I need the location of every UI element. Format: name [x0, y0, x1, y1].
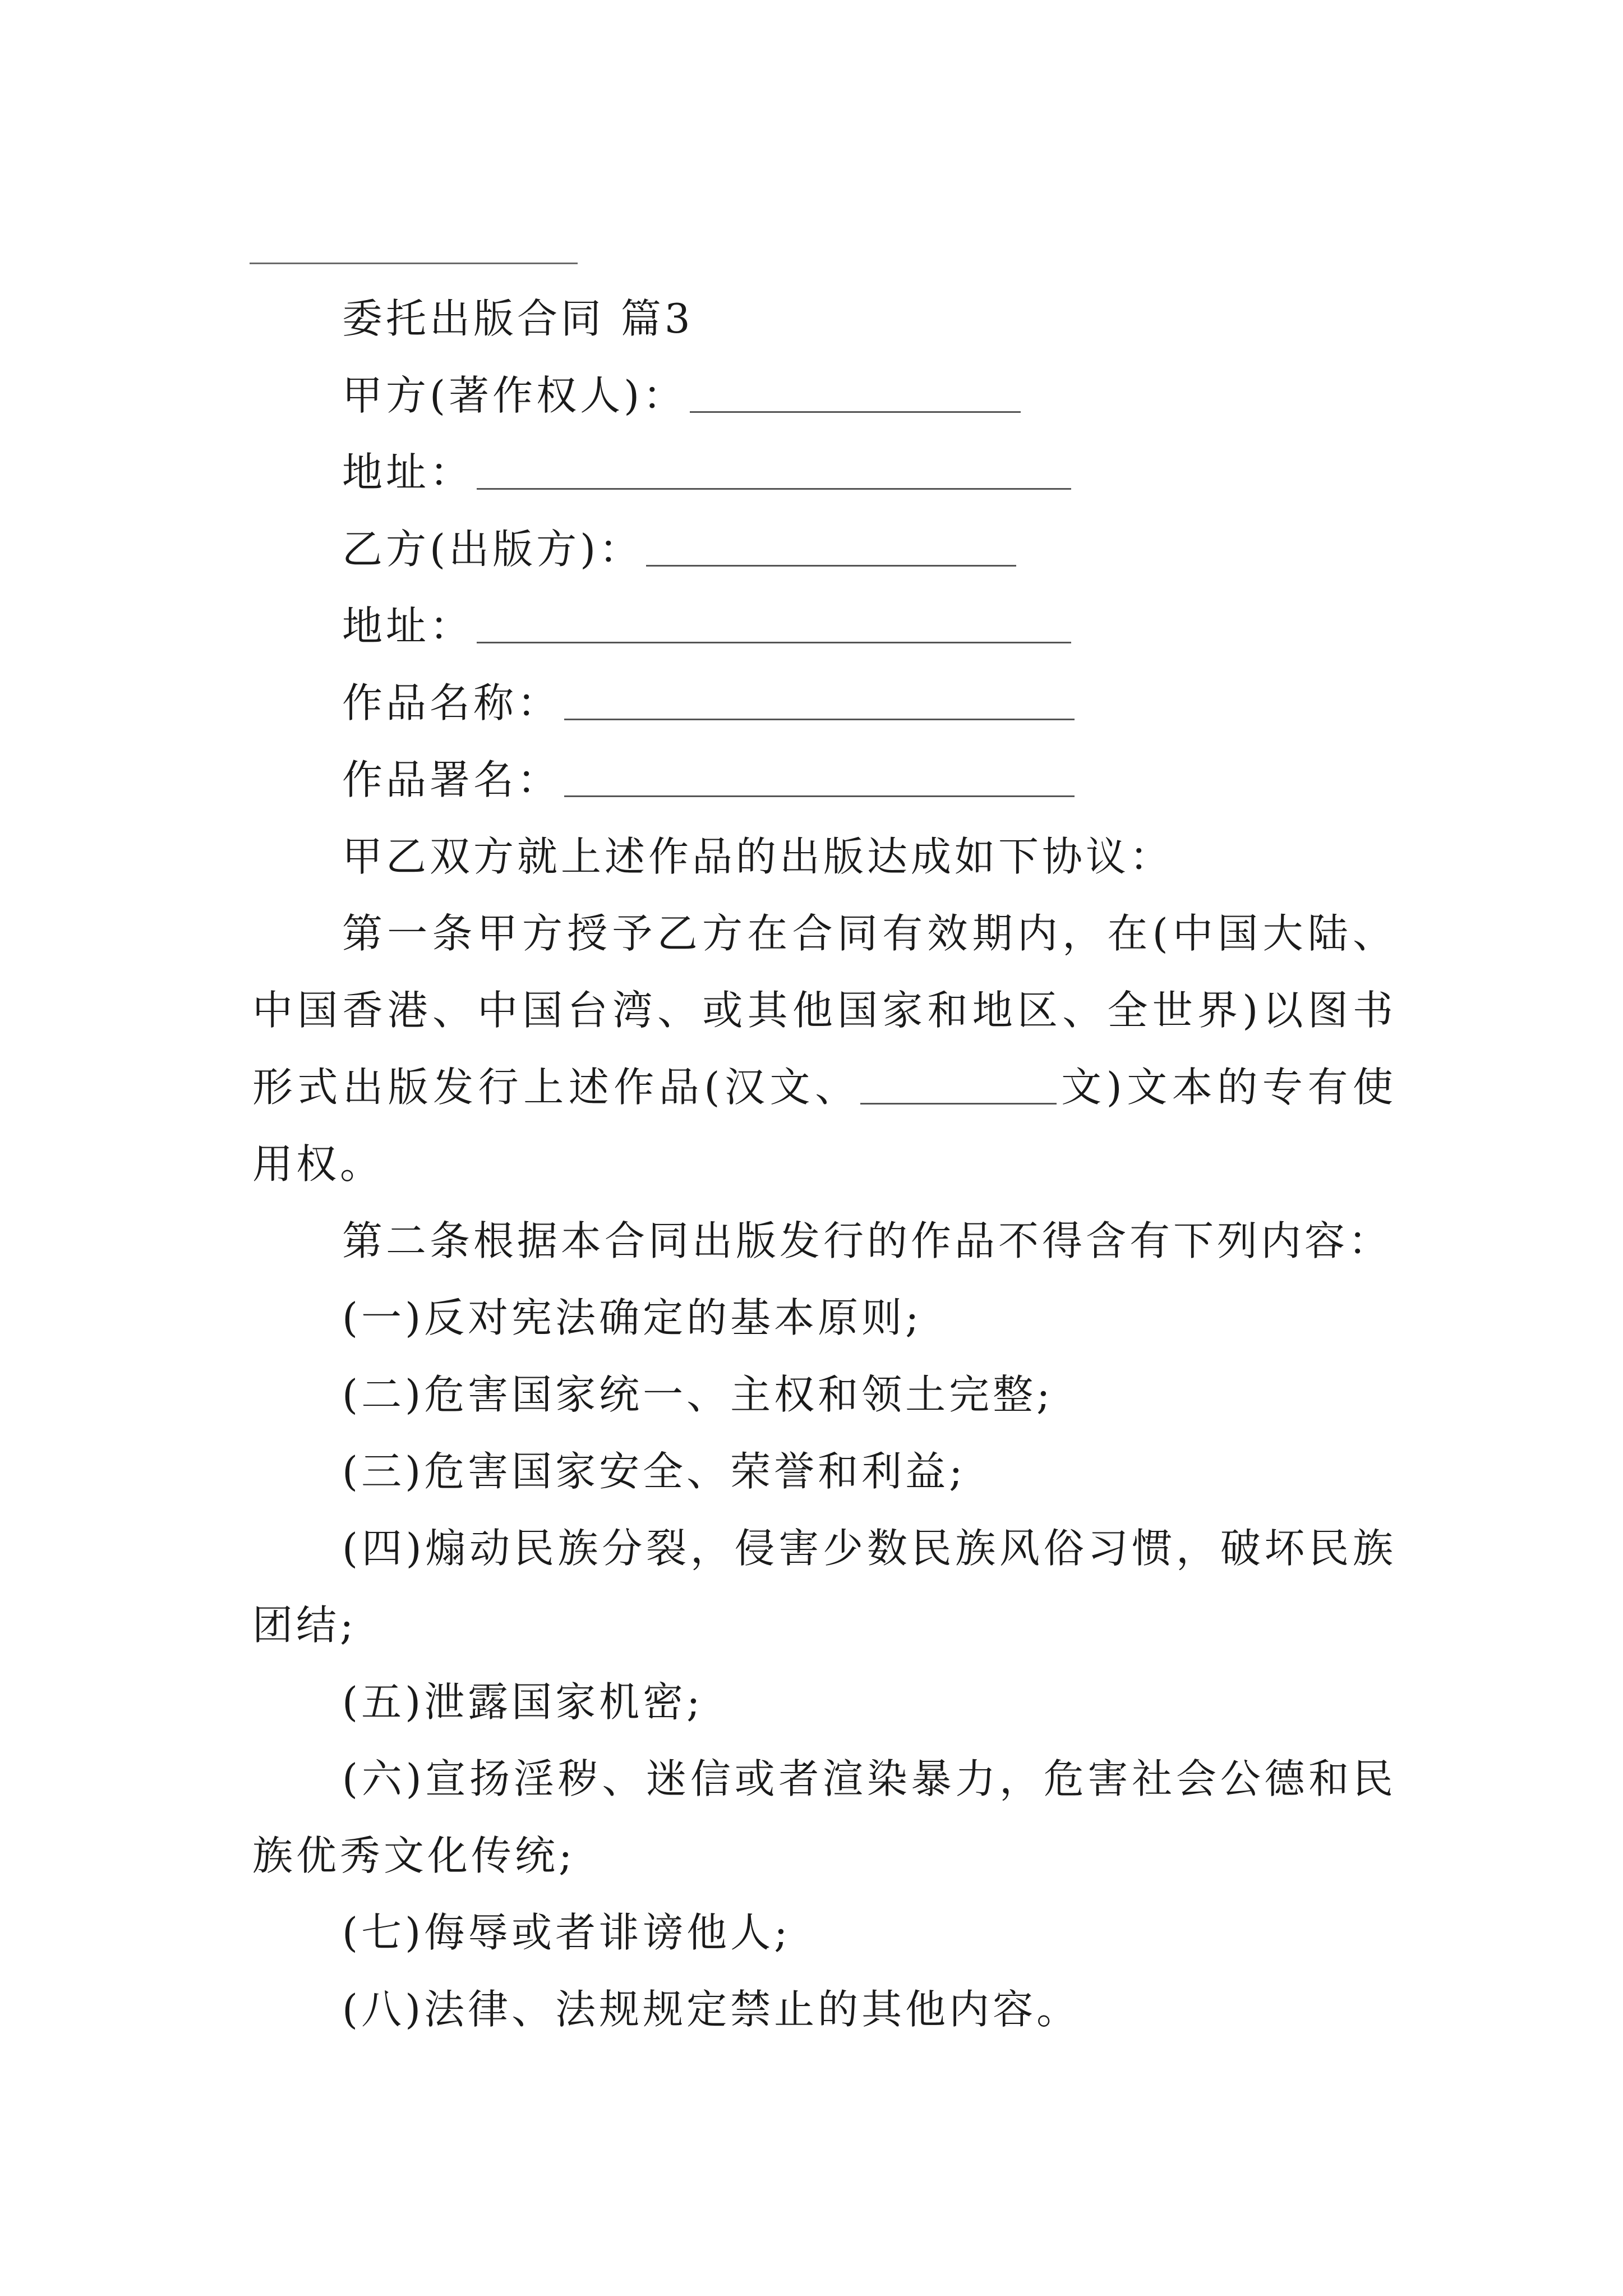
party-a-blank: [690, 371, 1021, 413]
article-1-text-a: 第一条甲方授予乙方在合同有效期内，在(中国大陆、中国香港、中国台湾、或其他国家和地区、全世界)以图书形式出版发行上述作品(汉文、: [252, 910, 1396, 1111]
article-2-heading: 第二条根据本合同出版发行的作品不得含有下列内容：: [342, 1217, 1393, 1264]
work-author-field: [252, 742, 1396, 818]
article-2-item-5: (五)泄露国家机密;: [342, 1678, 704, 1726]
article-1-text-b: 文)文本的专有使用权。: [252, 1064, 1396, 1188]
party-b-address-field: [252, 588, 1396, 665]
work-title-label: 作品名称：: [342, 679, 561, 726]
work-author-blank: [564, 755, 1075, 797]
party-b-address-blank: [477, 601, 1071, 643]
document-body: [252, 280, 1396, 2048]
article-1: [252, 895, 1396, 1203]
party-a-label: 甲方(著作权人)：: [342, 372, 687, 419]
article-2-item-1: (一)反对宪法确定的基本原则;: [342, 1294, 923, 1341]
party-a-address-blank: [477, 448, 1071, 490]
article-2-item-2: (二)危害国家统一、主权和领土完整;: [342, 1371, 1054, 1418]
article-2-item-7: (七)侮辱或者诽谤他人;: [342, 1909, 791, 1956]
article-2-item-4: (四)煽动民族分裂，侵害少数民族风俗习惯，破坏民族团结;: [252, 1525, 1396, 1649]
article-2-item-8: (八)法律、法规规定禁止的其他内容。: [342, 1986, 1081, 2033]
party-a-address-label: 地址：: [342, 449, 474, 496]
work-title-blank: [564, 678, 1075, 720]
party-a-address-field: [252, 434, 1396, 511]
header-rule: [250, 263, 578, 264]
article-2-item-6: (六)宣扬淫秽、迷信或者渲染暴力，危害社会公德和民族优秀文化传统;: [252, 1755, 1396, 1879]
party-b-field: [252, 511, 1396, 588]
agreement-intro: 甲乙双方就上述作品的出版达成如下协议：: [342, 833, 1174, 880]
party-b-address-label: 地址：: [342, 602, 474, 650]
work-title-field: [252, 665, 1396, 742]
party-b-label: 乙方(出版方)：: [342, 526, 643, 573]
language-blank: [860, 1062, 1057, 1105]
article-2-item-3: (三)危害国家安全、荣誉和利益;: [342, 1448, 966, 1495]
party-a-field: [252, 357, 1396, 434]
work-author-label: 作品署名：: [342, 756, 561, 803]
party-b-blank: [646, 524, 1016, 567]
document-title: 委托出版合同 篇3: [342, 295, 694, 342]
